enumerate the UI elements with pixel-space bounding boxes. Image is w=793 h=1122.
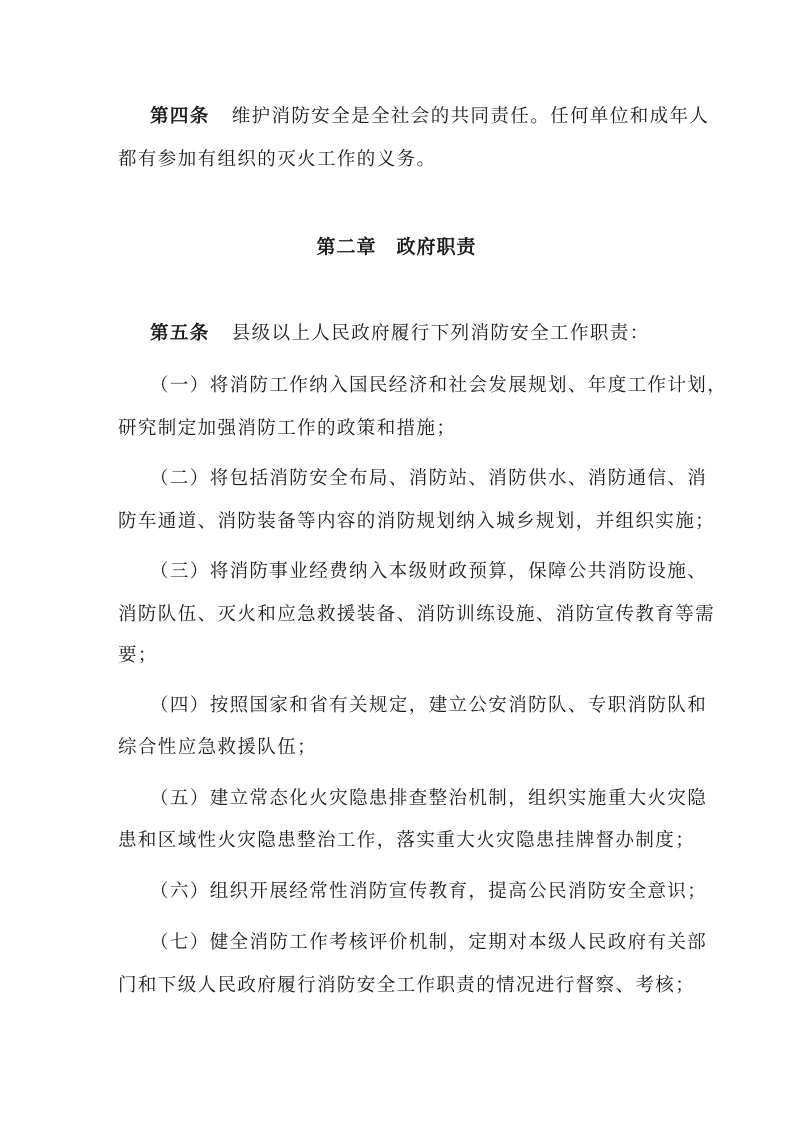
item-3-line-3: 要； <box>118 645 158 666</box>
item-6-line-1: （六）组织开展经常性消防宣传教育，提高公民消防安全意识； <box>150 881 708 902</box>
article-4-text-1: 维护消防安全是全社会的共同责任。任何单位和成年人 <box>231 106 710 127</box>
item-1-line-1: （一）将消防工作纳入国民经济和社会发展规划、年度工作计划， <box>150 375 728 396</box>
chapter-heading <box>0 234 793 260</box>
item-2-line-1: （二）将包括消防安全布局、消防站、消防供水、消防通信、消 <box>150 468 708 489</box>
item-3-line-1: （三）将消防事业经费纳入本级财政预算，保障公共消防设施、 <box>150 561 708 582</box>
item-5-line-2: 患和区域性火灾隐患整治工作，落实重大火灾隐患挂牌督办制度； <box>118 830 696 851</box>
article-4-line-1 <box>150 105 710 129</box>
article-4-label: 第四条 <box>150 106 210 127</box>
item-1-line-2: 研究制定加强消防工作的政策和措施； <box>118 418 457 439</box>
item-4-line-2: 综合性应急救援队伍； <box>118 737 318 758</box>
item-4-line-1: （四）按照国家和省有关规定，建立公安消防队、专职消防队和 <box>150 695 708 716</box>
article-5-intro: 县级以上人民政府履行下列消防安全工作职责： <box>231 323 650 344</box>
item-3-line-2: 消防队伍、灭火和应急救援装备、消防训练设施、消防宣传教育等需 <box>118 604 716 625</box>
item-7-line-1: （七）健全消防工作考核评价机制，定期对本级人民政府有关部 <box>150 932 708 953</box>
chapter-title: 政府职责 <box>396 236 477 258</box>
article-5-label: 第五条 <box>150 323 210 344</box>
chapter-number: 第二章 <box>316 236 377 258</box>
article-4-line-2: 都有参加有组织的灭火工作的义务。 <box>118 149 437 170</box>
item-5-line-1: （五）建立常态化火灾隐患排查整治机制，组织实施重大火灾隐 <box>150 788 708 809</box>
article-5-line-1 <box>150 322 710 346</box>
item-7-line-2: 门和下级人民政府履行消防安全工作职责的情况进行督察、考核； <box>118 975 696 996</box>
item-2-line-2: 防车通道、消防装备等内容的消防规划纳入城乡规划，并组织实施； <box>118 511 716 532</box>
